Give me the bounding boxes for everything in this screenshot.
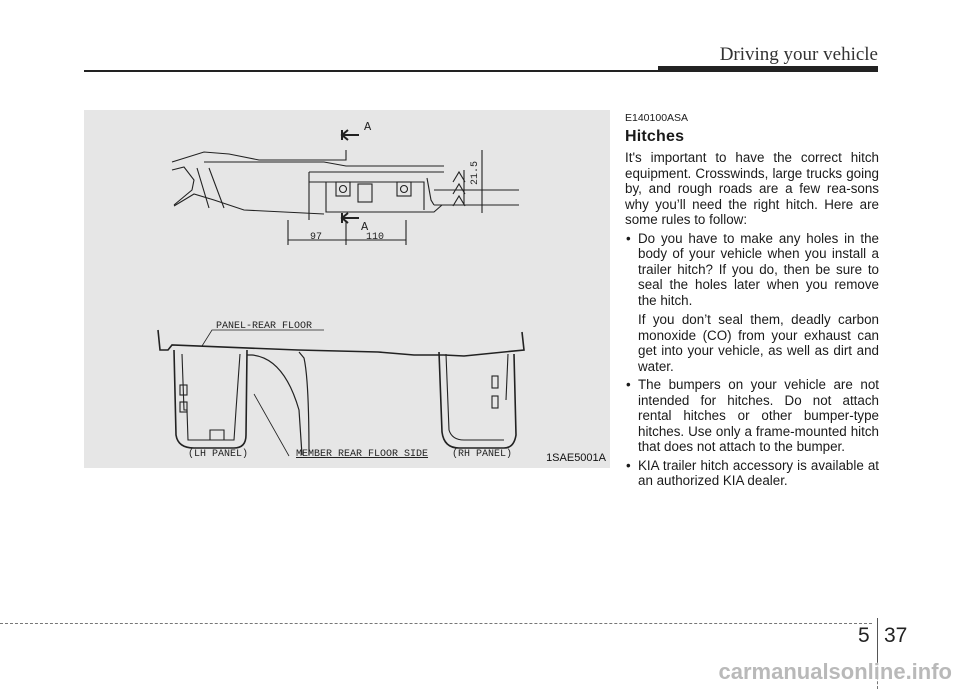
watermark: carmanualsonline.info — [718, 659, 952, 684]
bullet-dot: • — [626, 230, 631, 246]
rh-panel-label: (RH PANEL) — [452, 449, 513, 460]
lh-panel-label: (LH PANEL) — [188, 449, 249, 460]
chapter-number: 5 — [858, 624, 870, 647]
dim-21-5-label: 21.5 — [470, 160, 481, 185]
header-title: Driving your vehicle — [719, 44, 878, 65]
dim-110-label: 110 — [366, 232, 385, 243]
bullet-text: The bumpers on your vehicle are not intended for hitches. Do not attach rental hitches or other bumper-type hitches. Use only a frame-mounted hitch that does not attach to the bumper. — [638, 377, 879, 454]
section-code: E140100ASA — [625, 112, 689, 124]
dim-97-label: 97 — [310, 232, 323, 243]
intro-paragraph: It's important to have the correct hitch equipment. Crosswinds, large trucks going by, and rough roads are a few rea-sons why you’ll need the right hitch. Here are some rules to follow: — [625, 150, 879, 227]
bullet-item — [625, 377, 879, 455]
header-rule-accent — [658, 66, 878, 71]
bullet-item — [625, 458, 879, 489]
bullet-text: KIA trailer hitch accessory is available at an authorized KIA dealer. — [638, 457, 879, 488]
section-mark-top: A — [364, 120, 372, 134]
figure-code: 1SAE5001A — [546, 452, 606, 464]
bullet-item — [625, 231, 879, 309]
section-mark-bottom: A — [361, 220, 369, 234]
hitch-figure — [84, 110, 610, 468]
bullet-text: Do you have to make any holes in the body of your vehicle when you install a trailer hitch? If you do, then be sure to seal the holes later when you remove the hitch. — [638, 230, 879, 308]
bullet-followup: If you don’t seal them, deadly carbon monoxide (CO) from your exhaust can get into your vehicle, as well as dirt and water. — [638, 312, 879, 374]
section-title: Hitches — [625, 127, 685, 145]
text-column — [625, 111, 879, 489]
footer-dashed-rule — [0, 623, 872, 624]
page-number: 37 — [884, 624, 908, 647]
panel-rear-floor-label: PANEL-REAR FLOOR — [216, 321, 313, 332]
bullet-dot: • — [626, 377, 631, 392]
page-number-separator — [877, 618, 878, 662]
hitch-diagram — [84, 110, 610, 468]
bullet-dot: • — [626, 457, 631, 473]
member-rear-floor-side-label: MEMBER REAR FLOOR SIDE — [296, 449, 429, 460]
